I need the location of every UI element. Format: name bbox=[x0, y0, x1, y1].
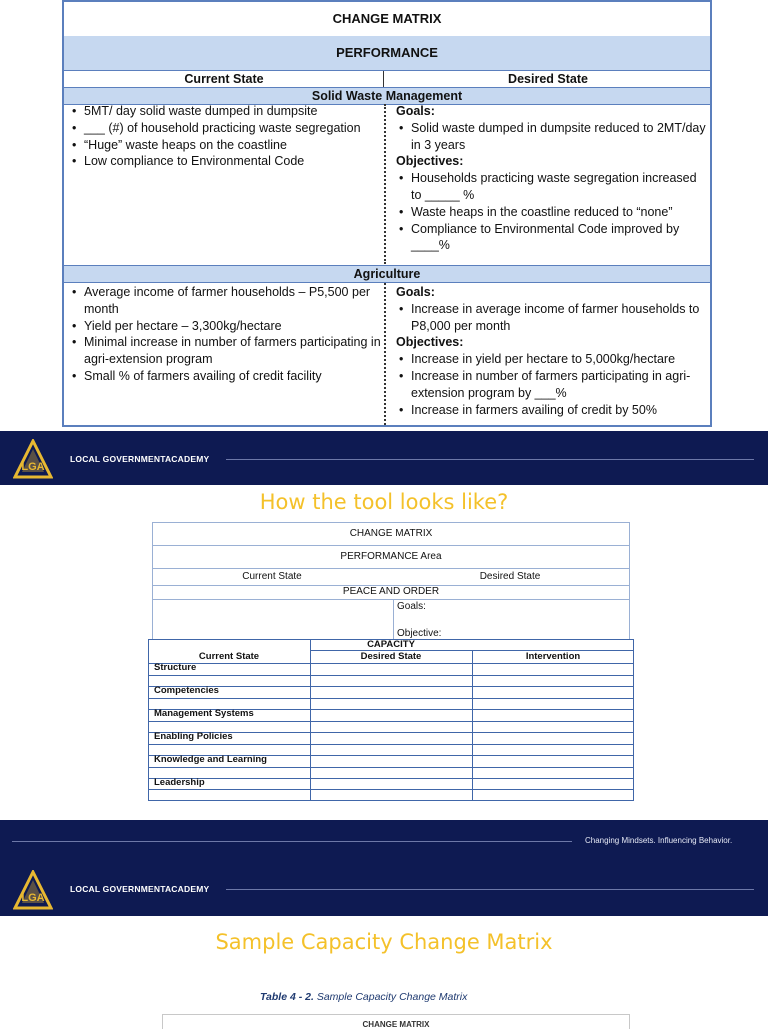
list-item: • Small % of farmers availing of credit facility bbox=[66, 368, 382, 385]
banner-rule bbox=[226, 459, 754, 460]
logo-letters: LGA bbox=[21, 461, 45, 473]
tool-state-row bbox=[153, 569, 629, 586]
tool-desired-state: Desired State bbox=[479, 571, 541, 582]
desired-state-header: Desired State bbox=[508, 72, 588, 86]
list-item: • ___ (#) of household practicing waste segregation bbox=[66, 120, 382, 137]
grid-line bbox=[148, 800, 634, 801]
tool-change-matrix bbox=[152, 522, 630, 640]
banner-rule bbox=[226, 889, 754, 890]
list-item: • Increase in yield per hectare to 5,000kg/hectare bbox=[386, 351, 706, 368]
list-item: • Minimal increase in number of farmers participating in agri-extension program bbox=[66, 334, 382, 368]
slide-header-banner bbox=[0, 431, 768, 485]
capacity-title: CAPACITY bbox=[367, 639, 415, 650]
slide-header-banner bbox=[0, 862, 768, 916]
tool-section: PEACE AND ORDER bbox=[153, 585, 629, 600]
lga-logo-icon bbox=[13, 870, 53, 910]
grid-line bbox=[148, 778, 634, 779]
list-item: • Increase in farmers availing of credit by 50% bbox=[386, 402, 706, 419]
list-item: • “Huge” waste heaps on the coastline bbox=[66, 137, 382, 154]
change-matrix-table bbox=[62, 0, 712, 427]
tool-objective: Objective: bbox=[397, 628, 442, 639]
row-label-leadership: Leadership bbox=[154, 777, 205, 788]
slide-footer-banner bbox=[0, 820, 768, 862]
agriculture-current bbox=[66, 284, 382, 385]
table-label: Table 4 - 2. bbox=[260, 991, 314, 1003]
row-label-competencies: Competencies bbox=[154, 685, 219, 696]
org-name: LOCAL GOVERNMENTACADEMY bbox=[70, 454, 210, 464]
grid-line bbox=[148, 767, 634, 768]
capacity-intervention-header: Intervention bbox=[525, 651, 581, 662]
goals-label: Goals: bbox=[396, 285, 435, 299]
partial-table bbox=[162, 1014, 630, 1029]
table-caption bbox=[260, 991, 467, 1003]
grid-line bbox=[148, 721, 634, 722]
partial-table-title: CHANGE MATRIX bbox=[362, 1020, 430, 1029]
header-divider bbox=[383, 71, 384, 87]
list-item: • Yield per hectare – 3,300kg/hectare bbox=[66, 318, 382, 335]
tool-divider bbox=[393, 599, 394, 639]
solid-waste-desired bbox=[386, 103, 706, 254]
grid-line bbox=[148, 744, 634, 745]
capacity-current-header: Current State bbox=[198, 651, 260, 662]
row-label-knowledge-learning: Knowledge and Learning bbox=[154, 754, 267, 765]
tool-goals: Goals: bbox=[397, 601, 426, 612]
matrix-title: CHANGE MATRIX bbox=[64, 2, 710, 37]
slide-heading: Sample Capacity Change Matrix bbox=[215, 930, 553, 954]
grid-line bbox=[148, 639, 149, 801]
list-item: • Waste heaps in the coastline reduced to “none” bbox=[386, 204, 706, 221]
table-caption-text: Sample Capacity Change Matrix bbox=[316, 991, 468, 1003]
grid-line bbox=[148, 686, 634, 687]
grid-line bbox=[148, 663, 634, 664]
performance-header: PERFORMANCE bbox=[64, 36, 710, 71]
grid-line bbox=[310, 639, 311, 801]
row-label-structure: Structure bbox=[154, 662, 197, 673]
section-header-solid-waste: Solid Waste Management bbox=[64, 87, 710, 105]
footer-rule bbox=[12, 841, 572, 842]
tool-current-state: Current State bbox=[242, 571, 302, 582]
grid-line bbox=[148, 675, 634, 676]
list-item: • 5MT/ day solid waste dumped in dumpsite bbox=[66, 103, 382, 120]
list-item: • Average income of farmer households – P5,500 per month bbox=[66, 284, 382, 318]
lga-logo-icon bbox=[13, 439, 53, 479]
current-state-header: Current State bbox=[184, 72, 264, 86]
solid-waste-current bbox=[66, 103, 382, 170]
section-header-agriculture: Agriculture bbox=[64, 265, 710, 283]
list-item: • Increase in average income of farmer households to P8,000 per month bbox=[386, 301, 706, 335]
goals-label: Goals: bbox=[396, 104, 435, 118]
tool-title: CHANGE MATRIX bbox=[153, 523, 629, 546]
agriculture-desired bbox=[386, 284, 706, 418]
grid-line bbox=[148, 698, 634, 699]
list-item: • Solid waste dumped in dumpsite reduced to 2MT/day in 3 years bbox=[386, 120, 706, 154]
row-label-enabling-policies: Enabling Policies bbox=[154, 731, 233, 742]
logo-letters: LGA bbox=[21, 892, 45, 904]
row-label-management-systems: Management Systems bbox=[154, 708, 254, 719]
capacity-desired-header: Desired State bbox=[360, 651, 422, 662]
tool-area: PERFORMANCE Area bbox=[153, 546, 629, 569]
slide-heading: How the tool looks like? bbox=[259, 490, 509, 514]
grid-line bbox=[633, 639, 634, 801]
list-item: • Households practicing waste segregation increased to _____ % bbox=[386, 170, 706, 204]
list-item: • Increase in number of farmers participating in agri-extension program by ___% bbox=[386, 368, 706, 402]
list-item: • Compliance to Environmental Code improved by ____% bbox=[386, 221, 706, 255]
org-name: LOCAL GOVERNMENTACADEMY bbox=[70, 884, 210, 894]
grid-line bbox=[472, 650, 473, 801]
tagline: Changing Mindsets. Influencing Behavior. bbox=[585, 836, 733, 845]
list-item: • Low compliance to Environmental Code bbox=[66, 153, 382, 170]
grid-line bbox=[148, 789, 634, 790]
objectives-label: Objectives: bbox=[396, 154, 464, 169]
capacity-matrix bbox=[148, 639, 634, 801]
objectives-label: Objectives: bbox=[396, 335, 464, 350]
